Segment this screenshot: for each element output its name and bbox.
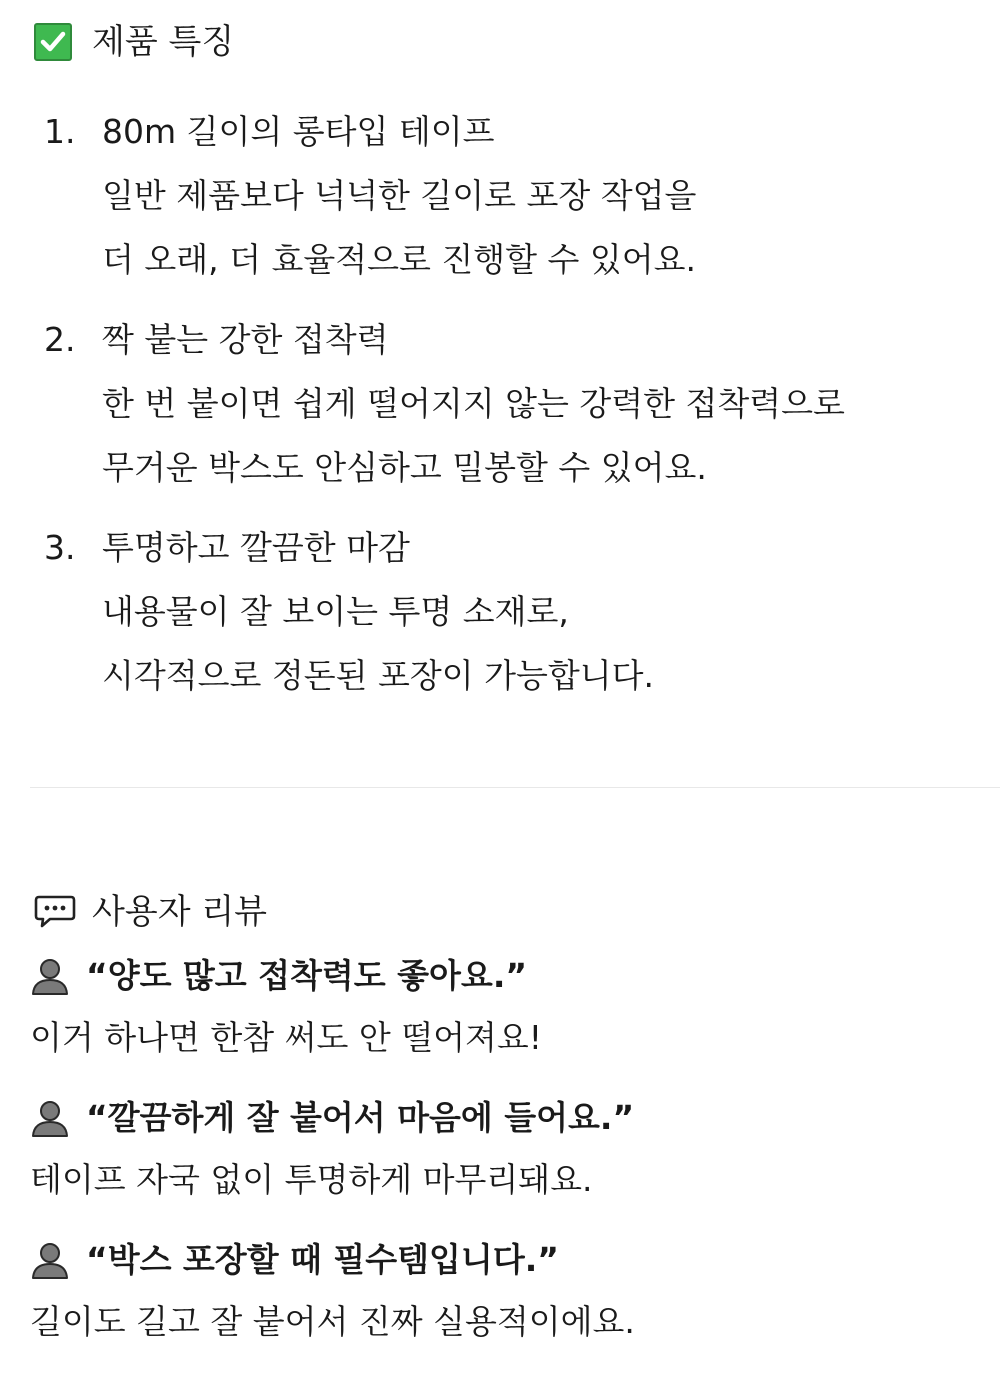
section-divider bbox=[30, 787, 1000, 788]
feature-number: 3. bbox=[44, 528, 76, 567]
reviews-heading bbox=[34, 892, 267, 932]
review-text: 테이프 자국 없이 투명하게 마무리돼요. bbox=[30, 1160, 593, 1199]
feature-body bbox=[102, 516, 984, 708]
review-quote-line bbox=[30, 945, 990, 1007]
feature-body bbox=[102, 100, 984, 292]
review-text: 길이도 길고 잘 붙어서 진짜 실용적이에요. bbox=[30, 1302, 635, 1341]
review-text: 이거 하나면 한참 써도 안 떨어져요! bbox=[30, 1018, 542, 1057]
feature-desc-line: 한 번 붙이면 쉽게 떨어지지 않는 강력한 접착력으로 bbox=[102, 384, 845, 423]
feature-list bbox=[44, 100, 984, 724]
feature-desc-line: 일반 제품보다 넉넉한 길이로 포장 작업을 bbox=[102, 176, 697, 215]
review-item bbox=[30, 1229, 990, 1353]
review-item bbox=[30, 945, 990, 1069]
feature-item bbox=[44, 308, 984, 500]
review-list bbox=[30, 945, 990, 1371]
features-heading bbox=[34, 22, 234, 62]
review-item bbox=[30, 1087, 990, 1211]
review-quote-line bbox=[30, 1229, 990, 1291]
user-silhouette-icon bbox=[30, 1240, 70, 1280]
feature-title: 투명하고 깔끔한 마감 bbox=[102, 528, 410, 567]
review-quote-line bbox=[30, 1087, 990, 1149]
feature-title: 짝 붙는 강한 접착력 bbox=[102, 320, 389, 359]
feature-number: 1. bbox=[44, 112, 76, 151]
review-quote: “박스 포장할 때 필수템입니다.” bbox=[86, 1240, 559, 1279]
feature-item bbox=[44, 100, 984, 292]
reviews-heading-text: 사용자 리뷰 bbox=[92, 892, 268, 932]
feature-desc-line: 시각적으로 정돈된 포장이 가능합니다. bbox=[102, 656, 655, 695]
feature-desc-line: 내용물이 잘 보이는 투명 소재로, bbox=[102, 592, 569, 631]
feature-desc-line: 무거운 박스도 안심하고 밀봉할 수 있어요. bbox=[102, 448, 707, 487]
user-silhouette-icon bbox=[30, 956, 70, 996]
feature-number: 2. bbox=[44, 320, 76, 359]
feature-body bbox=[102, 308, 984, 500]
features-heading-text: 제품 특징 bbox=[92, 22, 235, 62]
feature-desc-line: 더 오래, 더 효율적으로 진행할 수 있어요. bbox=[102, 240, 696, 279]
feature-item bbox=[44, 516, 984, 708]
feature-title: 80m 길이의 롱타입 테이프 bbox=[102, 112, 495, 151]
speech-balloon-icon bbox=[34, 894, 76, 930]
review-quote: “양도 많고 접착력도 좋아요.” bbox=[86, 956, 528, 995]
review-quote: “깔끔하게 잘 붙어서 마음에 들어요.” bbox=[86, 1098, 635, 1137]
check-mark-icon bbox=[34, 23, 72, 61]
user-silhouette-icon bbox=[30, 1098, 70, 1138]
